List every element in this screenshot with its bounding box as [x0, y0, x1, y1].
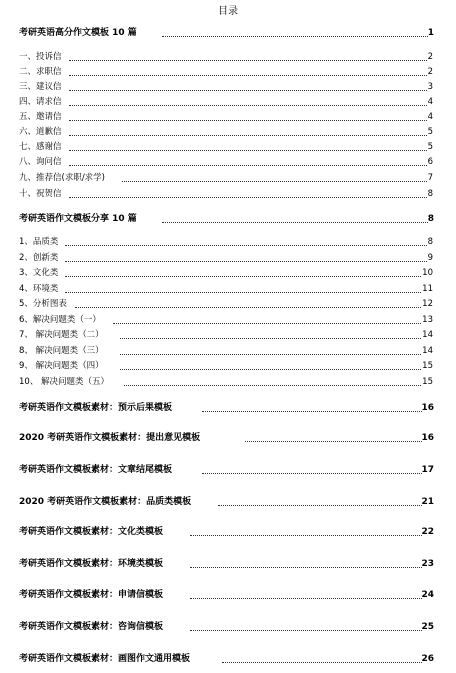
- dot-leader: [65, 245, 427, 246]
- toc-heading-entry[interactable]: [0, 653, 456, 667]
- entry-title: 三、建议信: [19, 82, 62, 92]
- page-number: 26: [421, 654, 434, 664]
- toc-heading-entry[interactable]: [0, 589, 456, 603]
- toc-sub-entry[interactable]: [0, 315, 456, 329]
- entry-title: 八、询问信: [19, 157, 62, 167]
- page-number: 3: [427, 82, 433, 92]
- entry-title: 考研英语作文模板素材：文化类模板: [19, 527, 164, 537]
- toc-sub-entry[interactable]: [0, 157, 456, 171]
- toc-sub-entry[interactable]: [0, 112, 456, 126]
- dot-leader: [190, 567, 422, 568]
- entry-title: 二、求职信: [19, 67, 62, 77]
- page-number: 17: [421, 465, 434, 475]
- entry-title: 6、解决问题类（一）: [19, 315, 101, 325]
- page-number: 14: [422, 346, 433, 356]
- entry-title: 一、投诉信: [19, 52, 62, 62]
- dot-leader: [69, 90, 427, 91]
- toc-heading-entry[interactable]: [0, 213, 456, 227]
- dot-leader: [190, 535, 422, 536]
- page-number: 1: [427, 28, 434, 38]
- page-number: 16: [421, 433, 434, 443]
- page-number: 14: [422, 330, 433, 340]
- toc-sub-entry[interactable]: [0, 346, 456, 360]
- toc-sub-entry[interactable]: [0, 127, 456, 141]
- entry-title: 2020 考研英语作文模板素材：提出意见模板: [19, 433, 201, 443]
- page-number: 12: [422, 299, 433, 309]
- entry-title: 五、邀请信: [19, 112, 62, 122]
- entry-title: 4、环境类: [19, 284, 59, 294]
- toc-sub-entry[interactable]: [0, 299, 456, 313]
- page-number: 6: [427, 157, 433, 167]
- entry-title: 九、推荐信(求职/求学): [19, 173, 105, 183]
- page-number: 22: [421, 527, 434, 537]
- page-number: 13: [422, 315, 433, 325]
- dot-leader: [65, 276, 421, 277]
- toc-sub-entry[interactable]: [0, 284, 456, 298]
- toc-sub-entry[interactable]: [0, 82, 456, 96]
- page-number: 11: [422, 284, 433, 294]
- page-number: 24: [421, 590, 434, 600]
- entry-title: 考研英语作文模板素材：画图作文通用模板: [19, 654, 191, 664]
- dot-leader: [120, 369, 421, 370]
- toc-heading-entry[interactable]: [0, 464, 456, 478]
- dot-leader: [65, 292, 421, 293]
- dot-leader: [190, 598, 422, 599]
- page-number: 2: [427, 67, 433, 77]
- dot-leader: [190, 630, 422, 631]
- entry-title: 考研英语作文模板素材：咨询信模板: [19, 622, 164, 632]
- page-number: 5: [427, 127, 433, 137]
- entry-title: 8、 解决问题类（三）: [19, 346, 104, 356]
- page-number: 16: [421, 403, 434, 413]
- entry-title: 7、 解决问题类（二）: [19, 330, 104, 340]
- entry-title: 考研英语作文模板分享 10 篇: [19, 214, 137, 224]
- toc-heading-entry[interactable]: [0, 496, 456, 510]
- dot-leader: [113, 323, 421, 324]
- dot-leader: [202, 411, 422, 412]
- dot-leader: [69, 75, 427, 76]
- entry-title: 2020 考研英语作文模板素材：品质类模板: [19, 497, 192, 507]
- page-number: 25: [421, 622, 434, 632]
- dot-leader: [69, 165, 427, 166]
- dot-leader: [65, 261, 427, 262]
- entry-title: 七、感谢信: [19, 142, 62, 152]
- entry-title: 考研英语作文模板素材：申请信模板: [19, 590, 164, 600]
- toc-heading-entry[interactable]: [0, 27, 456, 41]
- dot-leader: [69, 150, 427, 151]
- dot-leader: [69, 105, 427, 106]
- page-number: 8: [427, 189, 433, 199]
- entry-title: 考研英语高分作文模板 10 篇: [19, 28, 137, 38]
- entry-title: 考研英语作文模板素材：预示后果模板: [19, 403, 173, 413]
- toc-sub-entry[interactable]: [0, 268, 456, 282]
- toc-sub-entry[interactable]: [0, 173, 456, 187]
- dot-leader: [120, 338, 421, 339]
- dot-leader: [218, 505, 422, 506]
- entry-title: 3、文化类: [19, 268, 59, 278]
- page-number: 9: [427, 253, 433, 263]
- entry-title: 考研英语作文模板素材：环境类模板: [19, 559, 164, 569]
- entry-title: 1、品质类: [19, 237, 59, 247]
- dot-leader: [162, 222, 428, 223]
- toc-title: 目录: [218, 6, 238, 17]
- toc-sub-entry[interactable]: [0, 361, 456, 375]
- toc-heading-entry[interactable]: [0, 621, 456, 635]
- toc-heading-entry[interactable]: [0, 558, 456, 572]
- toc-heading-entry[interactable]: [0, 432, 456, 446]
- entry-title: 考研英语作文模板素材：文章结尾模板: [19, 465, 173, 475]
- dot-leader: [124, 385, 421, 386]
- dot-leader: [69, 120, 427, 121]
- toc-sub-entry[interactable]: [0, 142, 456, 156]
- entry-title: 十、祝贺信: [19, 189, 62, 199]
- page-number: 8: [427, 237, 433, 247]
- dot-leader: [122, 181, 427, 182]
- page-number: 21: [421, 497, 434, 507]
- toc-sub-entry[interactable]: [0, 52, 456, 66]
- dot-leader: [69, 135, 427, 136]
- dot-leader: [245, 441, 422, 442]
- toc-sub-entry[interactable]: [0, 67, 456, 81]
- dot-leader: [120, 354, 421, 355]
- entry-title: 四、请求信: [19, 97, 62, 107]
- toc-sub-entry[interactable]: [0, 189, 456, 203]
- toc-sub-entry[interactable]: [0, 97, 456, 111]
- page-number: 8: [427, 214, 434, 224]
- page-number: 5: [427, 142, 433, 152]
- toc-heading-entry[interactable]: [0, 526, 456, 540]
- page-number: 7: [427, 173, 433, 183]
- dot-leader: [222, 662, 422, 663]
- entry-title: 2、创新类: [19, 253, 59, 263]
- dot-leader: [75, 307, 421, 308]
- entry-title: 5、分析图表: [19, 299, 67, 309]
- toc-sub-entry[interactable]: [0, 330, 456, 344]
- page-number: 15: [422, 361, 433, 371]
- page-number: 15: [422, 377, 433, 387]
- dot-leader: [69, 60, 427, 61]
- toc-sub-entry[interactable]: [0, 377, 456, 391]
- toc-sub-entry[interactable]: [0, 253, 456, 267]
- toc-heading-entry[interactable]: [0, 402, 456, 416]
- page-number: 10: [422, 268, 433, 278]
- page-number: 4: [427, 112, 433, 122]
- dot-leader: [202, 473, 422, 474]
- entry-title: 10、 解决问题类（五）: [19, 377, 110, 387]
- entry-title: 9、 解决问题类（四）: [19, 361, 104, 371]
- dot-leader: [69, 197, 427, 198]
- page-number: 2: [427, 52, 433, 62]
- dot-leader: [162, 36, 428, 37]
- page-number: 23: [421, 559, 434, 569]
- page-number: 4: [427, 97, 433, 107]
- entry-title: 六、道歉信: [19, 127, 62, 137]
- toc-sub-entry[interactable]: [0, 237, 456, 251]
